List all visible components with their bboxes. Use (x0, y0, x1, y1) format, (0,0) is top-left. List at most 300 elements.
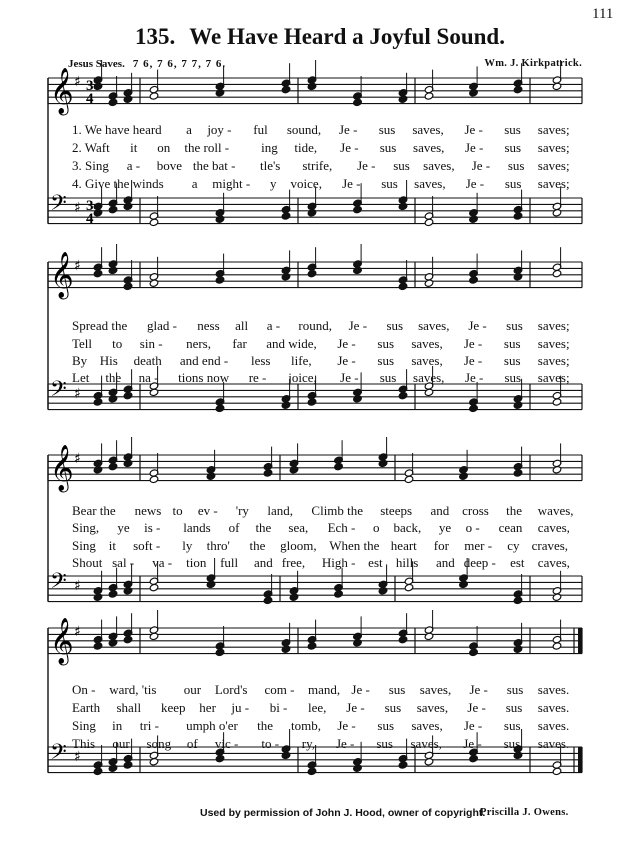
note-head (149, 388, 159, 396)
lyric-syllable: va - (152, 555, 173, 570)
lyric-syllable: Je - (467, 700, 486, 715)
note-head (93, 642, 103, 650)
note-head (93, 593, 103, 601)
lyric-syllable: o (372, 520, 380, 535)
lyric-syllable: 2. Waft (72, 140, 110, 155)
lyric-syllable: tle's (259, 158, 281, 173)
note-head (469, 404, 479, 412)
note-head (108, 639, 118, 647)
copyright-note: Used by permission of John J. Hood, owner of copyright. (200, 807, 486, 819)
lyric-syllable: the (506, 503, 523, 518)
lyric-syllable: heart (390, 538, 417, 553)
note-head (424, 218, 434, 226)
lyric-syllable: 3. Sing (72, 158, 109, 173)
note-head (552, 269, 562, 277)
lyric-syllable: sus (381, 176, 398, 191)
lyric-syllable: est (510, 555, 525, 570)
note-head (307, 398, 317, 406)
lyric-syllable: Je - (463, 736, 482, 751)
lyric-syllable: tri - (139, 718, 159, 733)
note-head (378, 459, 388, 467)
note-head (552, 642, 562, 650)
note-head (552, 767, 562, 775)
lyric-syllable: tion (186, 555, 207, 570)
note-head (93, 466, 103, 474)
note-head (552, 466, 562, 474)
note-head (334, 590, 344, 598)
key-signature-sharp: ♯ (74, 386, 81, 402)
note-head (513, 751, 523, 759)
lyric-syllable: ye (438, 520, 452, 535)
treble-clef: 𝄞 (50, 445, 74, 491)
lyric-syllable: sus (393, 158, 410, 173)
note-head (469, 648, 479, 656)
note-head (281, 401, 291, 409)
lyric-syllable: sus (377, 718, 395, 733)
note-head (469, 276, 479, 284)
lyric-syllable: saves; (537, 336, 570, 351)
note-head (281, 273, 291, 281)
note-head (404, 583, 414, 591)
note-head (307, 82, 317, 90)
lyric-syllable: saves; (537, 158, 570, 173)
note-head (149, 583, 159, 591)
lyric-syllable: on (157, 140, 171, 155)
lyric-syllable: Je - (469, 682, 488, 697)
hymn-title: We Have Heard a Joyful Sound. (189, 24, 505, 49)
lyric-syllable: 'ry (235, 503, 249, 518)
lyric-syllable: our (183, 682, 202, 697)
lyric-syllable: This (72, 736, 96, 751)
lyric-syllable: 1. We have heard (72, 122, 162, 137)
lyric-syllable: and (436, 555, 455, 570)
note-head (424, 758, 434, 766)
note-head (513, 401, 523, 409)
lyric-syllable: tide, (294, 140, 318, 155)
lyric-syllable: sus (504, 370, 522, 385)
lyric-syllable: ye (117, 520, 130, 535)
lyric-syllable: Let (72, 370, 90, 385)
note-head (215, 215, 225, 223)
lyric-syllable: sus (504, 176, 522, 191)
lyric-syllable: re - (248, 370, 267, 385)
lyric-syllable: round, (298, 318, 332, 333)
lyric-syllable: saves, (418, 318, 450, 333)
lyric-syllable: steeps (380, 503, 413, 518)
note-head (149, 92, 159, 100)
lyric-syllable: bove (156, 158, 182, 173)
note-head (149, 632, 159, 640)
note-head (206, 580, 216, 588)
lyric-syllable: sus (388, 682, 406, 697)
lyric-syllable: sus (377, 353, 395, 368)
bass-clef: 𝄢 (50, 377, 67, 407)
lyric-syllable: the (249, 538, 266, 553)
note-head (459, 580, 469, 588)
lyric-syllable: Je - (342, 176, 361, 191)
lyric-syllable: is - (144, 520, 161, 535)
hymn-number: 135. (135, 24, 176, 49)
lyric-syllable: lee, (308, 700, 327, 715)
note-head (108, 590, 118, 598)
note-head (307, 269, 317, 277)
note-head (263, 469, 273, 477)
note-head (469, 89, 479, 97)
note-head (149, 475, 159, 483)
lyric-syllable: sus (384, 700, 402, 715)
final-bar (578, 628, 582, 654)
note-head (289, 466, 299, 474)
note-head (424, 92, 434, 100)
note-head (108, 395, 118, 403)
lyric-syllable: to (172, 503, 183, 518)
lyric-syllable: Je - (346, 700, 365, 715)
lyric-syllable: High - (321, 555, 356, 570)
note-head (307, 767, 317, 775)
lyric-syllable: gloom, (280, 538, 317, 553)
lyric-syllable: saves. (537, 682, 570, 697)
note-head (149, 279, 159, 287)
lyric-syllable: Je - (337, 718, 356, 733)
lyric-syllable: caves, (537, 555, 570, 570)
lyric-syllable: free, (281, 555, 306, 570)
lyric-syllable: sus (503, 353, 521, 368)
note-head (404, 475, 414, 483)
note-head (149, 758, 159, 766)
lyric-syllable: saves, (414, 176, 446, 191)
note-head (307, 209, 317, 217)
lyric-syllable: in (112, 718, 123, 733)
lyric-syllable: sal - (112, 555, 135, 570)
lyric-syllable: news (134, 503, 162, 518)
lyric-syllable: sus (507, 158, 525, 173)
lyric-syllable: might - (212, 176, 251, 191)
note-head (149, 218, 159, 226)
time-signature-bottom: 4 (86, 91, 94, 107)
lyric-syllable: for (433, 538, 449, 553)
lyric-syllable: By (72, 353, 88, 368)
note-head (108, 266, 118, 274)
lyric-syllable: saves, (419, 682, 452, 697)
note-head (215, 404, 225, 412)
lyric-syllable: saves. (537, 700, 570, 715)
lyric-syllable: cean (498, 520, 523, 535)
lyric-syllable: Sing (72, 718, 96, 733)
time-signature-bottom: 4 (86, 211, 94, 227)
lyric-syllable: Je - (335, 736, 355, 751)
lyric-syllable: Climb the (311, 503, 364, 518)
final-bar (578, 747, 582, 773)
key-signature-sharp: ♯ (74, 200, 81, 216)
lyric-syllable: sus (377, 336, 395, 351)
note-head (513, 212, 523, 220)
lyric-syllable: na - (138, 370, 159, 385)
lyric-syllable: Je - (464, 122, 483, 137)
lyric-syllable: Sing (72, 538, 96, 553)
note-head (552, 209, 562, 217)
lyric-syllable: Je - (465, 176, 485, 191)
lyric-syllable: ness (197, 318, 220, 333)
lyric-syllable: Je - (340, 370, 359, 385)
lyric-syllable: sus (505, 700, 523, 715)
lyric-syllable: shall (116, 700, 142, 715)
note-head (353, 205, 363, 213)
lyric-syllable: saves; (537, 370, 570, 385)
lyricist: Priscilla J. Owens. (480, 807, 569, 818)
lyric-syllable: voice, (290, 176, 322, 191)
lyric-syllable: Lord's (214, 682, 248, 697)
meter: 7 6, 7 6, 7 7, 7 6. (132, 58, 227, 70)
lyric-syllable: est (368, 555, 383, 570)
lyric-syllable: her (199, 700, 216, 715)
lyric-syllable: mer - (464, 538, 493, 553)
note-head (123, 282, 133, 290)
note-head (424, 279, 434, 287)
note-head (289, 593, 299, 601)
note-head (281, 645, 291, 653)
lyric-syllable: Ech - (327, 520, 356, 535)
lyric-syllable: it (108, 538, 116, 553)
lyric-syllable: death (133, 353, 162, 368)
composer: Wm. J. Kirkpatrick. (484, 58, 582, 69)
note-head (123, 635, 133, 643)
note-head (93, 767, 103, 775)
lyric-syllable: Je - (351, 682, 370, 697)
lyric-syllable: a (186, 122, 192, 137)
lyric-syllable: waves, (537, 503, 574, 518)
note-head (93, 269, 103, 277)
lyric-syllable: keep (161, 700, 186, 715)
note-head (123, 761, 133, 769)
lyric-syllable: y (270, 176, 277, 191)
lyric-syllable: Je - (463, 336, 483, 351)
note-head (123, 587, 133, 595)
lyric-syllable: and end - (179, 353, 229, 368)
lyric-syllable: a - (126, 158, 141, 173)
lyric-syllable: Je - (340, 140, 359, 155)
lyric-syllable: com - (264, 682, 295, 697)
lyric-syllable: the roll - (184, 140, 230, 155)
lyric-syllable: sound, (286, 122, 322, 137)
lyric-syllable: saves, (411, 353, 443, 368)
note-head (398, 635, 408, 643)
lyric-syllable: umph o'er (186, 718, 238, 733)
note-head (307, 642, 317, 650)
time-signature-top: 3 (86, 198, 94, 214)
key-signature-sharp: ♯ (74, 258, 81, 274)
lyric-syllable: ful (253, 122, 268, 137)
lyric-syllable: Je - (463, 353, 483, 368)
lyric-syllable: tomb, (291, 718, 322, 733)
lyric-syllable: Sing, (72, 520, 100, 535)
note-head (123, 459, 133, 467)
lyric-syllable: Je - (464, 140, 484, 155)
lyric-syllable: deep - (463, 555, 496, 570)
lyric-syllable: sus (378, 122, 396, 137)
lyric-syllable: glad - (147, 318, 177, 333)
note-head (513, 645, 523, 653)
lyric-syllable: Je - (464, 370, 484, 385)
lyric-syllable: ly (182, 538, 193, 553)
lyric-syllable: of (228, 520, 240, 535)
note-head (398, 282, 408, 290)
note-head (108, 764, 118, 772)
lyric-syllable: sus (503, 336, 521, 351)
lyric-syllable: ry, (301, 736, 316, 751)
note-head (215, 754, 225, 762)
note-head (353, 395, 363, 403)
lyric-syllable: ners, (186, 336, 211, 351)
lyric-syllable: sus (504, 122, 521, 137)
lyric-syllable: of (186, 736, 198, 751)
note-head (353, 639, 363, 647)
bass-clef: 𝄢 (50, 569, 67, 599)
lyric-syllable: Je - (471, 158, 491, 173)
lyric-syllable: saves, (416, 700, 449, 715)
note-head (513, 85, 523, 93)
lyric-syllable: saves, (411, 718, 443, 733)
note-head (281, 85, 291, 93)
lyric-syllable: saves. (537, 718, 570, 733)
lyric-syllable: a - (266, 318, 281, 333)
note-head (353, 764, 363, 772)
lyric-syllable: o - (465, 520, 480, 535)
lyric-syllable: Je - (337, 336, 356, 351)
lyric-syllable: Spread the (72, 318, 128, 333)
lyric-syllable: Je - (357, 158, 376, 173)
note-head (469, 754, 479, 762)
lyric-syllable: song (146, 736, 172, 751)
lyric-syllable: land, (267, 503, 294, 518)
note-head (398, 391, 408, 399)
lyric-syllable: sus (503, 718, 521, 733)
lyric-syllable: sus (503, 736, 521, 751)
lyric-syllable: soft - (133, 538, 161, 553)
note-head (424, 388, 434, 396)
lyric-syllable: saves, (413, 140, 445, 155)
note-head (459, 472, 469, 480)
note-head (215, 648, 225, 656)
treble-clef: 𝄞 (50, 68, 74, 114)
note-head (123, 95, 133, 103)
lyric-syllable: ev - (197, 503, 218, 518)
lyric-syllable: strife, (302, 158, 333, 173)
lyric-syllable: all (235, 318, 249, 333)
lyric-syllable: far (232, 336, 247, 351)
lyric-syllable: thro' (206, 538, 230, 553)
lyric-syllable: lands (183, 520, 211, 535)
lyric-syllable: caves, (537, 520, 570, 535)
lyric-syllable: sus (379, 370, 397, 385)
lyric-syllable: and (254, 555, 273, 570)
note-head (215, 89, 225, 97)
lyric-syllable: saves; (537, 140, 570, 155)
note-head (513, 469, 523, 477)
note-head (206, 472, 216, 480)
lyric-syllable: saves; (537, 318, 570, 333)
lyric-syllable: saves, (423, 158, 455, 173)
lyric-syllable: Je - (468, 318, 487, 333)
lyric-syllable: the (105, 370, 122, 385)
lyric-syllable: cy (507, 538, 520, 553)
lyric-syllable: cross (462, 503, 489, 518)
note-head (215, 276, 225, 284)
time-signature-top: 3 (86, 78, 94, 94)
lyric-syllable: saves. (537, 736, 570, 751)
lyric-syllable: ing (261, 140, 278, 155)
lyric-syllable: mand, (307, 682, 341, 697)
note-head (513, 273, 523, 281)
lyric-syllable: and wide, (266, 336, 317, 351)
lyric-syllable: When the (329, 538, 380, 553)
lyric-syllable: sus (506, 318, 523, 333)
note-head (398, 95, 408, 103)
tune-name: Jesus Saves. (68, 58, 125, 70)
lyric-syllable: saves, (412, 122, 444, 137)
lyric-syllable: saves, (411, 336, 443, 351)
lyric-syllable: hills (395, 555, 419, 570)
lyric-syllable: sus (504, 140, 522, 155)
lyric-syllable: Shout (72, 555, 103, 570)
lyric-syllable: it (130, 140, 138, 155)
note-head (378, 587, 388, 595)
lyric-syllable: our (112, 736, 130, 751)
note-head (552, 82, 562, 90)
lyric-syllable: On - (72, 682, 96, 697)
lyric-syllable: 4. Give the winds (72, 176, 164, 191)
bass-clef: 𝄢 (50, 740, 67, 770)
key-signature-sharp: ♯ (74, 451, 81, 467)
note-head (334, 462, 344, 470)
note-head (398, 761, 408, 769)
lyric-syllable: the bat - (192, 158, 236, 173)
lyric-syllable: full (220, 555, 239, 570)
lyric-syllable: sin - (139, 336, 163, 351)
lyric-syllable: Je - (339, 122, 358, 137)
treble-clef: 𝄞 (50, 618, 74, 664)
note-head (108, 462, 118, 470)
note-head (93, 82, 103, 90)
note-head (424, 632, 434, 640)
note-head (93, 209, 103, 217)
lyric-syllable: saves, (410, 736, 442, 751)
note-head (353, 98, 363, 106)
lyric-syllable: life, (291, 353, 312, 368)
note-head (398, 202, 408, 210)
key-signature-sharp: ♯ (74, 624, 81, 640)
lyric-syllable: Bear the (72, 503, 116, 518)
note-head (93, 398, 103, 406)
lyric-syllable: the (255, 520, 272, 535)
lyric-syllable: the (257, 718, 274, 733)
lyric-syllable: sus (506, 682, 524, 697)
lyric-syllable: a (191, 176, 198, 191)
bass-clef: 𝄢 (50, 191, 67, 221)
note-head (123, 391, 133, 399)
note-head (281, 212, 291, 220)
lyric-syllable: Earth (72, 700, 101, 715)
key-signature-sharp: ♯ (74, 74, 81, 90)
note-head (108, 205, 118, 213)
lyric-syllable: sus (386, 318, 404, 333)
lyric-syllable: to - (261, 736, 280, 751)
lyric-syllable: tions now (178, 370, 230, 385)
lyric-syllable: His (99, 353, 118, 368)
lyric-syllable: bi - (269, 700, 288, 715)
note-head (552, 593, 562, 601)
lyric-syllable: sus (379, 140, 397, 155)
lyric-syllable: sea, (288, 520, 309, 535)
